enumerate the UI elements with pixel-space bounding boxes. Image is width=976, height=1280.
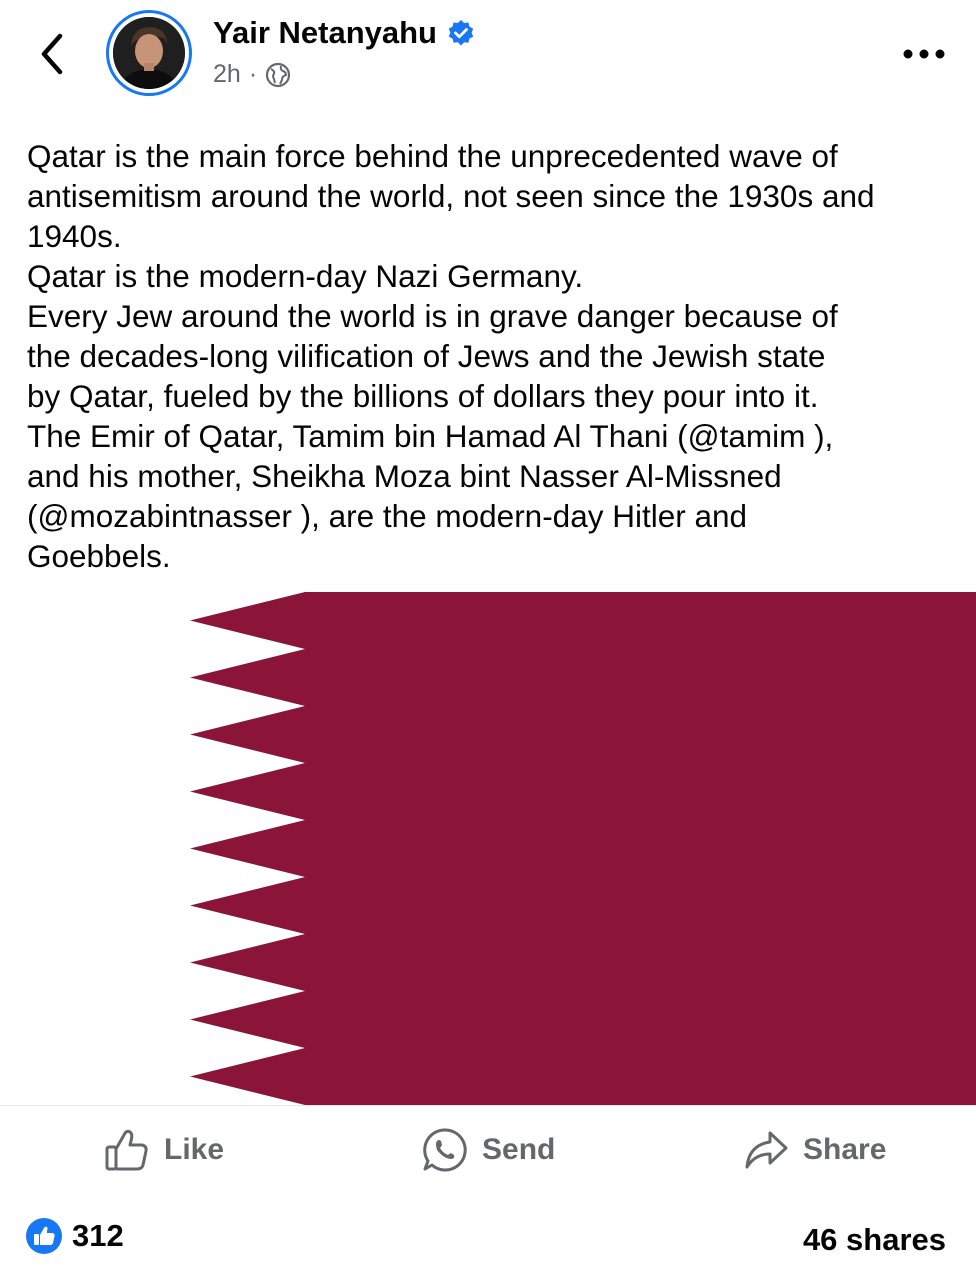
author-avatar[interactable]	[106, 10, 192, 96]
post-image-qatar-flag[interactable]	[0, 592, 976, 1105]
post-text-line: Every Jew around the world is in grave danger because of	[27, 298, 838, 334]
like-label: Like	[164, 1133, 225, 1166]
whatsapp-icon	[422, 1127, 468, 1173]
post-text-line: The Emir of Qatar, Tamim bin Hamad Al Thani (@tamim ),	[27, 418, 834, 454]
reaction-summary[interactable]	[26, 1218, 124, 1254]
share-arrow-icon	[743, 1127, 789, 1173]
post-text-line: (@mozabintnasser ), are the modern-day Hitler and	[27, 498, 748, 534]
author-name-row[interactable]	[213, 15, 475, 51]
post-text-line: the decades-long vilification of Jews and the Jewish state	[27, 338, 826, 374]
meta-separator: ·	[248, 60, 258, 88]
actions-divider	[0, 1105, 976, 1106]
post-text-line: Qatar is the main force behind the unprecedented wave of	[27, 138, 838, 174]
send-button[interactable]	[422, 1125, 555, 1175]
like-button[interactable]	[104, 1125, 224, 1175]
chevron-left-icon	[30, 30, 74, 78]
flag-maroon-field	[190, 592, 976, 1105]
post-text-line: 1940s.	[27, 218, 122, 254]
more-options-button[interactable]	[900, 40, 948, 68]
share-button[interactable]	[743, 1125, 886, 1175]
globe-icon[interactable]	[265, 62, 291, 88]
post-text-line: Qatar is the modern-day Nazi Germany.	[27, 258, 584, 294]
like-reaction-icon	[26, 1218, 62, 1254]
ellipsis-icon	[900, 40, 948, 68]
post-time[interactable]: 2h	[213, 60, 241, 88]
post-text-line: Goebbels.	[27, 538, 171, 574]
send-label: Send	[482, 1133, 556, 1166]
post-text-line: and his mother, Sheikha Moza bint Nasser Al-Missned	[27, 458, 782, 494]
share-label: Share	[803, 1133, 887, 1166]
post-body	[27, 136, 957, 576]
back-button[interactable]	[30, 30, 74, 78]
share-count[interactable]: 46 shares	[802, 1222, 946, 1257]
verified-badge-icon	[447, 19, 475, 47]
like-count: 312	[72, 1218, 124, 1253]
post-header	[0, 0, 976, 120]
author-name[interactable]: Yair Netanyahu	[213, 15, 437, 50]
post-text-line: by Qatar, fueled by the billions of dollars they pour into it.	[27, 378, 819, 414]
post-meta	[213, 60, 291, 89]
avatar	[113, 17, 185, 89]
thumbs-up-icon	[104, 1127, 150, 1173]
post-text-line: antisemitism around the world, not seen since the 1930s and	[27, 178, 875, 214]
